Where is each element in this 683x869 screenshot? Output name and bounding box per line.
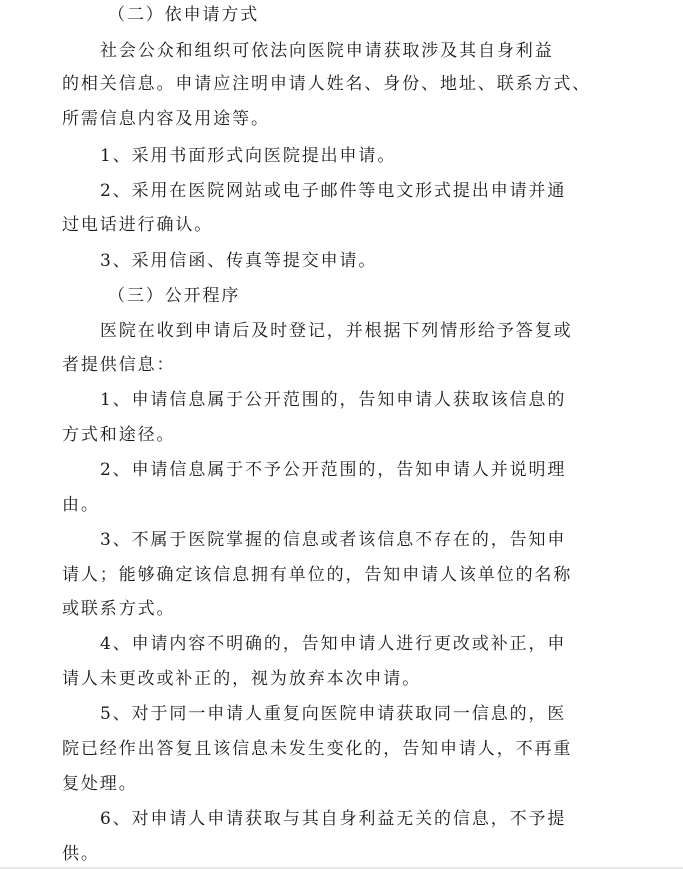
list-item-line: 1、采用书面形式向医院提出申请。	[100, 146, 397, 166]
list-item-line: 1、申请信息属于公开范围的，告知申请人获取该信息的	[100, 390, 567, 410]
list-item-line: 复处理。	[62, 774, 138, 794]
paragraph-line: 医院在收到申请后及时登记，并根据下列情形给予答复或	[100, 321, 573, 341]
section-heading-by-application: （二）依申请方式	[108, 5, 260, 25]
list-item-line: 2、采用在医院网站或电子邮件等电文形式提出申请并通	[100, 181, 567, 201]
list-item-line: 过电话进行确认。	[62, 215, 214, 235]
paragraph-line: 者提供信息：	[62, 355, 176, 375]
list-item-line: 供。	[62, 844, 100, 864]
list-item-line: 或联系方式。	[62, 599, 176, 619]
section-heading-procedure: （三）公开程序	[108, 286, 241, 306]
paragraph-line: 所需信息内容及用途等。	[62, 109, 270, 129]
list-item-line: 请人未更改或补正的，视为放弃本次申请。	[62, 669, 422, 689]
list-item-line: 3、采用信函、传真等提交申请。	[100, 251, 378, 271]
list-item-line: 由。	[62, 495, 100, 515]
list-item-line: 2、申请信息属于不予公开范围的，告知申请人并说明理	[100, 460, 567, 480]
list-item-line: 4、申请内容不明确的，告知申请人进行更改或补正，申	[100, 634, 567, 654]
list-item-line: 3、不属于医院掌握的信息或者该信息不存在的，告知申	[100, 530, 567, 550]
list-item-line: 6、对申请人申请获取与其自身利益无关的信息，不予提	[100, 809, 567, 829]
paragraph-line: 的相关信息。申请应注明申请人姓名、身份、地址、联系方式、	[62, 74, 592, 94]
list-item-line: 5、对于同一申请人重复向医院申请获取同一信息的，医	[100, 704, 567, 724]
paragraph-line: 社会公众和组织可依法向医院申请获取涉及其自身利益	[100, 41, 554, 61]
list-item-line: 请人；能够确定该信息拥有单位的，告知申请人该单位的名称	[62, 565, 573, 585]
list-item-line: 方式和途径。	[62, 425, 176, 445]
list-item-line: 院已经作出答复且该信息未发生变化的，告知申请人，不再重	[62, 739, 573, 759]
